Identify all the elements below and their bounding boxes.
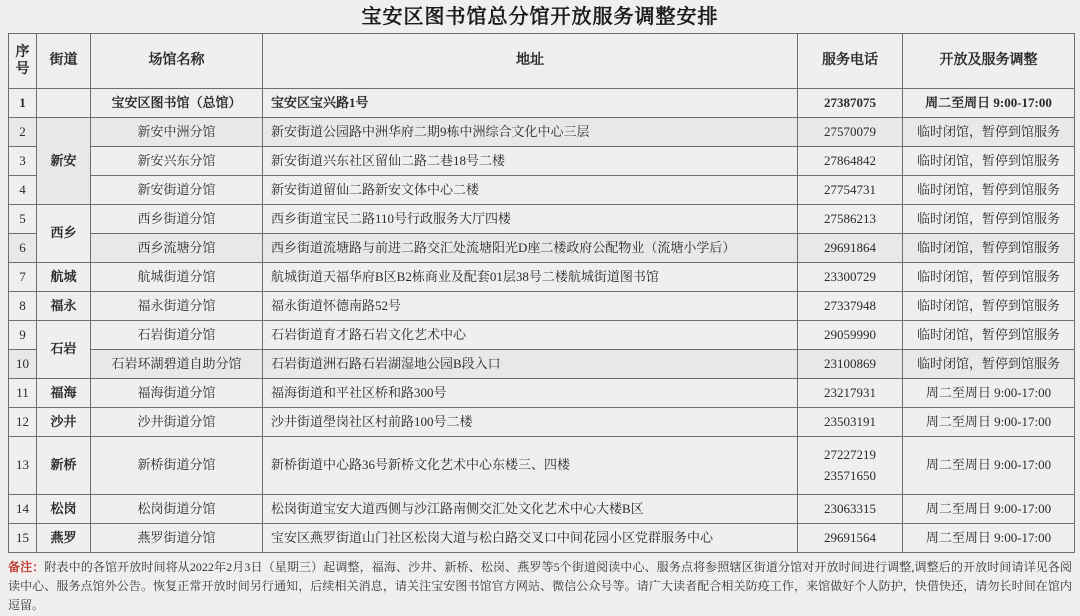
cell-venue: 宝安区图书馆（总馆）: [91, 89, 263, 118]
cell-no: 6: [9, 234, 37, 263]
table-row: [9, 292, 1075, 321]
cell-venue: 石岩街道分馆: [91, 321, 263, 350]
cell-adjustment: 周二至周日 9:00-17:00: [903, 495, 1075, 524]
cell-street: 福永: [37, 292, 91, 321]
cell-adjustment: 周二至周日 9:00-17:00: [903, 437, 1075, 495]
cell-phone: 29059990: [798, 321, 903, 350]
cell-no: 9: [9, 321, 37, 350]
cell-address: 宝安区燕罗街道山门社区松岗大道与松白路交叉口中间花园小区党群服务中心: [263, 524, 798, 553]
schedule-table: [8, 33, 1075, 553]
cell-phone: 23100869: [798, 350, 903, 379]
cell-street: 航城: [37, 263, 91, 292]
table-row: [9, 379, 1075, 408]
cell-address: 石岩街道洲石路石岩湖湿地公园B段入口: [263, 350, 798, 379]
cell-no: 3: [9, 147, 37, 176]
cell-venue: 新安街道分馆: [91, 176, 263, 205]
cell-address: 西乡街道流塘路与前进二路交汇处流塘阳光D座二楼政府公配物业（流塘小学后）: [263, 234, 798, 263]
header-venue: 场馆名称: [91, 34, 263, 89]
cell-venue: 航城街道分馆: [91, 263, 263, 292]
cell-phone: 27387075: [798, 89, 903, 118]
cell-adjustment: 临时闭馆，暂停到馆服务: [903, 350, 1075, 379]
header-adjust: 开放及服务调整: [903, 34, 1075, 89]
cell-address: 航城街道天福华府B区B2栋商业及配套01层38号二楼航城街道图书馆: [263, 263, 798, 292]
table-row: [9, 495, 1075, 524]
cell-adjustment: 临时闭馆，暂停到馆服务: [903, 234, 1075, 263]
phone-line-2: 23571650: [824, 467, 876, 483]
cell-no: 14: [9, 495, 37, 524]
cell-street: 福海: [37, 379, 91, 408]
cell-no: 2: [9, 118, 37, 147]
cell-no: 10: [9, 350, 37, 379]
cell-phone: 27570079: [798, 118, 903, 147]
header-address: 地址: [263, 34, 798, 89]
cell-adjustment: 周二至周日 9:00-17:00: [903, 524, 1075, 553]
cell-address: 新安街道公园路中洲华府二期9栋中洲综合文化中心三层: [263, 118, 798, 147]
cell-adjustment: 临时闭馆，暂停到馆服务: [903, 263, 1075, 292]
cell-address: 新桥街道中心路36号新桥文化艺术中心东楼三、四楼: [263, 437, 798, 495]
cell-adjustment: 临时闭馆，暂停到馆服务: [903, 292, 1075, 321]
cell-no: 15: [9, 524, 37, 553]
cell-phone: [798, 437, 903, 495]
cell-no: 5: [9, 205, 37, 234]
cell-phone: 27754731: [798, 176, 903, 205]
cell-adjustment: 周二至周日 9:00-17:00: [903, 379, 1075, 408]
header-no: 序号: [9, 34, 37, 89]
table-row: [9, 437, 1075, 495]
cell-adjustment: 周二至周日 9:00-17:00: [903, 408, 1075, 437]
footnote-text: 附表中的各馆开放时间将从2022年2月3日（星期三）起调整，福海、沙井、新桥、松岗、燕罗等5个街道阅读中心、服务点将参照辖区街道分馆对开放时间进行调整,调整后的开放时间请详见各阅读中心、服务点馆外公告。恢复正常开放时间另行通知，后续相关消息，请关注宝安图书馆官方网站、微信公众号等。请广大读者配合相关防疫工作，来馆做好个人防护，快借快还，请勿长时间在馆内逗留。: [8, 560, 1072, 613]
table-row: [9, 205, 1075, 234]
cell-address: 西乡街道宝民二路110号行政服务大厅四楼: [263, 205, 798, 234]
cell-phone: 23503191: [798, 408, 903, 437]
cell-street: 西乡: [37, 205, 91, 263]
footnote: [8, 558, 1072, 616]
cell-phone: 29691864: [798, 234, 903, 263]
cell-phone: 27864842: [798, 147, 903, 176]
cell-street: 沙井: [37, 408, 91, 437]
cell-adjustment: 临时闭馆，暂停到馆服务: [903, 321, 1075, 350]
cell-phone: 29691564: [798, 524, 903, 553]
page-title: 宝安区图书馆总分馆开放服务调整安排: [361, 6, 719, 28]
cell-no: 13: [9, 437, 37, 495]
table-row: [9, 408, 1075, 437]
cell-no: 7: [9, 263, 37, 292]
cell-venue: 新桥街道分馆: [91, 437, 263, 495]
cell-address: 沙井街道壆岗社区村前路100号二楼: [263, 408, 798, 437]
cell-address: 福永街道怀德南路52号: [263, 292, 798, 321]
cell-venue: 燕罗街道分馆: [91, 524, 263, 553]
cell-address: 新安街道留仙二路新安文体中心二楼: [263, 176, 798, 205]
cell-street: [37, 89, 91, 118]
cell-street: 石岩: [37, 321, 91, 379]
table-row: [9, 234, 1075, 263]
cell-street: 新桥: [37, 437, 91, 495]
cell-address: 松岗街道宝安大道西侧与沙江路南侧交汇处文化艺术中心大楼B区: [263, 495, 798, 524]
cell-phone: 27337948: [798, 292, 903, 321]
cell-address: 宝安区宝兴路1号: [263, 89, 798, 118]
footnote-label: 备注：: [8, 560, 45, 574]
cell-adjustment: 临时闭馆，暂停到馆服务: [903, 118, 1075, 147]
table-row: [9, 321, 1075, 350]
header-street: 街道: [37, 34, 91, 89]
table-row: [9, 176, 1075, 205]
cell-address: 石岩街道育才路石岩文化艺术中心: [263, 321, 798, 350]
table-row: [9, 263, 1075, 292]
header-row: [9, 34, 1075, 89]
cell-venue: 松岗街道分馆: [91, 495, 263, 524]
cell-venue: 西乡流塘分馆: [91, 234, 263, 263]
cell-venue: 福海街道分馆: [91, 379, 263, 408]
cell-venue: 福永街道分馆: [91, 292, 263, 321]
table-header: [9, 34, 1075, 89]
header-phone: 服务电话: [798, 34, 903, 89]
cell-phone: 23300729: [798, 263, 903, 292]
cell-adjustment: 临时闭馆，暂停到馆服务: [903, 176, 1075, 205]
cell-venue: 石岩环湖碧道自助分馆: [91, 350, 263, 379]
table-row: [9, 89, 1075, 118]
cell-phone: 23217931: [798, 379, 903, 408]
cell-no: 11: [9, 379, 37, 408]
cell-no: 8: [9, 292, 37, 321]
table-row: [9, 350, 1075, 379]
cell-venue: 新安兴东分馆: [91, 147, 263, 176]
cell-street: 新安: [37, 118, 91, 205]
cell-no: 4: [9, 176, 37, 205]
table-row: [9, 118, 1075, 147]
cell-phone: 27586213: [798, 205, 903, 234]
cell-no: 12: [9, 408, 37, 437]
cell-adjustment: 临时闭馆，暂停到馆服务: [903, 205, 1075, 234]
cell-street: 燕罗: [37, 524, 91, 553]
table-row: [9, 147, 1075, 176]
cell-venue: 沙井街道分馆: [91, 408, 263, 437]
phone-line-1: 27227219: [824, 446, 876, 462]
cell-adjustment: 周二至周日 9:00-17:00: [903, 89, 1075, 118]
cell-address: 新安街道兴东社区留仙二路二巷18号二楼: [263, 147, 798, 176]
cell-venue: 西乡街道分馆: [91, 205, 263, 234]
table-row: [9, 524, 1075, 553]
cell-venue: 新安中洲分馆: [91, 118, 263, 147]
cell-no: 1: [9, 89, 37, 118]
cell-street: 松岗: [37, 495, 91, 524]
cell-adjustment: 临时闭馆，暂停到馆服务: [903, 147, 1075, 176]
cell-address: 福海街道和平社区桥和路300号: [263, 379, 798, 408]
cell-phone: 23063315: [798, 495, 903, 524]
